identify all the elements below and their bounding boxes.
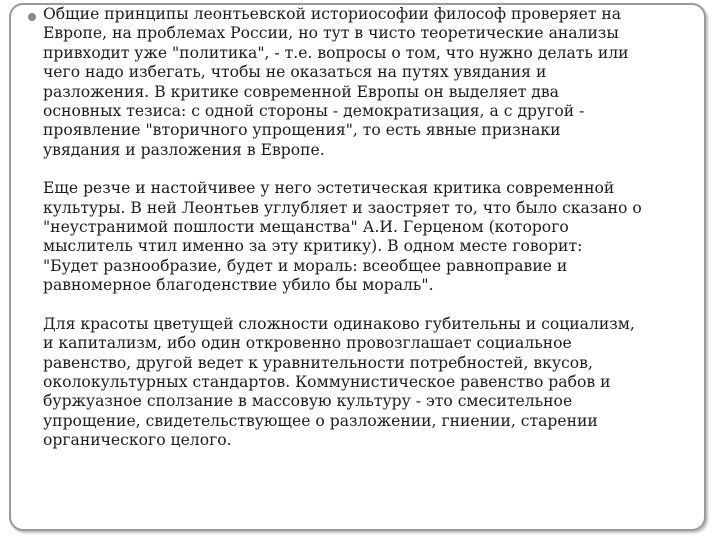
paragraph-3: Для красоты цветущей сложности одинаково губительны и социализм, и капитализм, ибо один откровенно провозглашает социальное равенство, другой ведет к уравнительности потребностей, вкусов, околокультурных стандартов. Коммунистическое равенство рабов и буржуазное сползание в массовую культуру - это смесительное упрощение, свидетельствующее о разложении, гниении, старении органического целого.	[43, 314, 635, 450]
text-body	[43, 5, 703, 451]
bullet-dot-icon	[28, 13, 36, 21]
paragraph-2: Еще резче и настойчивее у него эстетическая критика современной культуры. В ней Леонтьев углубляет и заостряет то, что было сказано о "неустранимой пошлости мещанства" А.И. Герценом (которого мыслитель чтил именно за эту критику). В одном месте говорит: "Будет разнообразие, будет и мораль: всеобщее равноправие и равномерное благоденствие убило бы мораль".	[43, 179, 642, 295]
paragraph-1: Общие принципы леонтьевской историософии философ проверяет на Европе, на проблемах России, но тут в чисто теоретические анализы привходит уже "политика", - т.е. вопросы о том, что нужно делать или чего надо избегать, чтобы не оказаться на путях увядания и разложения. В критике современной Европы он выделяет два основных тезиса: с одной стороны - демократизация, а с другой - проявление "вторичного упрощения", то есть явные признаки увядания и разложения в Европе.	[43, 5, 629, 159]
